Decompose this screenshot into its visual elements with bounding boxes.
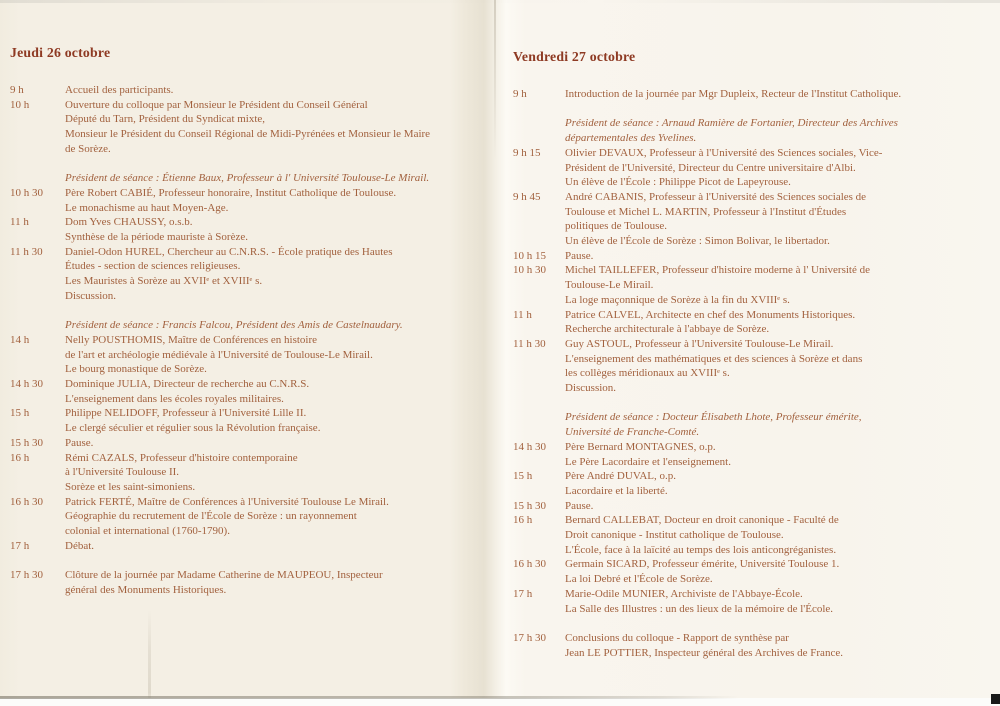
schedule-row — [513, 337, 973, 396]
event-description — [565, 440, 973, 469]
event-description — [65, 215, 482, 244]
time-label: 9 h — [513, 88, 527, 100]
event-description — [565, 308, 973, 337]
event-text-line: Patrice CALVEL, Architecte en chef des Monuments Historiques. — [565, 308, 856, 321]
event-text-line: Ouverture du colloque par Monsieur le Président du Conseil Général — [65, 98, 368, 111]
event-text-line: Le bourg monastique de Sorèze. — [65, 363, 207, 376]
event-description — [565, 249, 973, 264]
session-chair-row — [10, 171, 482, 186]
event-text-line: Études - section de sciences religieuses. — [65, 260, 241, 273]
event-text-line: général des Monuments Historiques. — [65, 583, 227, 596]
event-text-line: départementales des Yvelines. — [565, 132, 697, 145]
schedule-row — [513, 587, 973, 616]
time-label: 14 h 30 — [513, 440, 546, 453]
scan-top-edge — [0, 0, 1000, 3]
event-text-line: Géographie du recrutement de l'École de Sorèze : un rayonnement — [65, 510, 357, 523]
time-label: 16 h 30 — [513, 558, 546, 571]
event-text-line: Nelly POUSTHOMIS, Maître de Conférences en histoire — [65, 333, 318, 346]
time-label: 16 h — [10, 451, 30, 464]
time-label: 15 h 30 — [513, 499, 546, 512]
event-description — [565, 116, 973, 145]
time-label: 15 h — [513, 470, 533, 483]
event-text-line: Président de séance : Docteur Élisabeth Lhote, Professeur émérite, — [565, 411, 862, 424]
section-gap — [10, 157, 482, 172]
event-text-line: Lacordaire et la liberté. — [565, 484, 668, 497]
time-label: 10 h 30 — [10, 186, 43, 199]
event-text-line: Un élève de l'École : Philippe Picot de Lapeyrouse. — [565, 176, 791, 189]
event-text-line: Un élève de l'École de Sorèze : Simon Bolivar, le libertador. — [565, 235, 830, 248]
event-description — [65, 171, 482, 186]
event-description — [65, 333, 482, 377]
event-text-line: Germain SICARD, Professeur émérite, Université Toulouse 1. — [565, 558, 840, 571]
schedule-row — [513, 513, 973, 557]
schedule-row — [513, 499, 973, 514]
event-text-line: Université de Franche-Comté. — [565, 426, 700, 439]
event-text-line: Père André DUVAL, o.p. — [565, 470, 677, 483]
event-text-line: La Salle des Illustres : un des lieux de la mémoire de l'École. — [565, 602, 834, 615]
section-gap — [513, 616, 973, 631]
event-text-line: Sorèze et les saint-simoniens. — [65, 480, 196, 493]
session-chair-row — [10, 318, 482, 333]
time-label: 17 h — [10, 539, 30, 552]
event-text-line: L'enseignement dans les écoles royales militaires. — [65, 392, 284, 405]
schedule-row — [513, 263, 973, 307]
event-text-line: Olivier DEVAUX, Professeur à l'Université des Sciences sociales, Vice- — [565, 146, 883, 159]
time-label: 17 h — [513, 587, 533, 600]
event-text-line: Président de l'Université, Directeur du Centre universitaire d'Albi. — [565, 161, 856, 174]
event-description — [65, 568, 482, 597]
schedule-row — [10, 333, 482, 377]
schedule-row — [10, 406, 482, 435]
event-description — [565, 587, 973, 616]
event-description — [65, 318, 482, 333]
event-text-line: Le Père Lacordaire et l'enseignement. — [565, 455, 731, 468]
day-heading-thursday: Jeudi 26 octobre — [10, 45, 111, 60]
page-bottom-edge-shadow — [0, 696, 1000, 699]
time-label: 11 h — [10, 216, 29, 229]
event-description — [65, 186, 482, 215]
event-text-line: Marie-Odile MUNIER, Archiviste de l'Abbaye-École. — [565, 587, 803, 600]
time-label: 11 h 30 — [513, 337, 546, 350]
schedule-row — [513, 469, 973, 498]
event-description — [565, 263, 973, 307]
event-text-line: Dom Yves CHAUSSY, o.s.b. — [65, 216, 193, 229]
time-label: 10 h — [10, 98, 30, 111]
time-label: 14 h — [10, 333, 30, 346]
event-text-line: Père Bernard MONTAGNES, o.p. — [565, 440, 716, 453]
time-label: 9 h — [10, 84, 24, 96]
programme-day-thursday — [10, 45, 482, 598]
event-text-line: L'enseignement des mathématiques et des sciences à Sorèze et dans — [565, 352, 863, 365]
event-text-line: Pause. — [565, 499, 594, 512]
event-text-line: Débat. — [65, 539, 95, 552]
event-text-line: Les Mauristes à Sorèze au XVIIᵉ et XVIIIᵉ s. — [65, 275, 263, 288]
event-description — [65, 495, 482, 539]
event-text-line: Discussion. — [565, 382, 617, 395]
schedule-row — [513, 631, 973, 660]
event-text-line: Daniel-Odon HUREL, Chercheur au C.N.R.S. - École pratique des Hautes — [65, 245, 393, 258]
event-text-line: Pause. — [65, 436, 94, 449]
event-text-line: à l'Université Toulouse II. — [65, 466, 180, 479]
event-text-line: colonial et international (1760-1790). — [65, 525, 230, 538]
event-text-line: Président de séance : Arnaud Ramière de Fortanier, Directeur des Archives — [565, 117, 898, 130]
event-description — [565, 499, 973, 514]
event-text-line: Le monachisme au haut Moyen-Age. — [65, 201, 229, 214]
event-description — [565, 87, 973, 102]
event-text-line: Patrick FERTÉ, Maître de Conférences à l'Université Toulouse Le Mirail. — [65, 495, 389, 508]
schedule-row — [10, 83, 482, 98]
section-gap — [10, 304, 482, 319]
schedule-row — [513, 440, 973, 469]
event-text-line: de l'art et archéologie médiévale à l'Université de Toulouse-Le Mirail. — [65, 348, 373, 361]
event-text-line: Synthèse de la période mauriste à Sorèze. — [65, 231, 248, 244]
event-text-line: L'École, face à la laïcité au temps des lois anticongréganistes. — [565, 543, 837, 556]
event-text-line: La loge maçonnique de Sorèze à la fin du XVIIIᵉ s. — [565, 293, 790, 306]
event-text-line: Rémi CAZALS, Professeur d'histoire contemporaine — [65, 451, 298, 464]
event-text-line: Droit canonique - Institut catholique de Toulouse. — [565, 529, 784, 542]
time-label: 11 h 30 — [10, 245, 43, 258]
paper-fold-crease — [494, 0, 496, 160]
event-description — [565, 146, 973, 190]
event-text-line: Pause. — [565, 249, 594, 262]
time-label: 9 h 45 — [513, 190, 541, 203]
time-label: 10 h 30 — [513, 264, 546, 277]
time-label: 17 h 30 — [513, 631, 546, 644]
event-description — [65, 377, 482, 406]
programme-day-friday — [513, 49, 973, 660]
event-description — [565, 469, 973, 498]
time-label: 15 h 30 — [10, 436, 43, 449]
schedule-row — [10, 451, 482, 495]
schedule-row — [513, 557, 973, 586]
event-description — [565, 337, 973, 396]
time-label: 11 h — [513, 308, 532, 321]
event-text-line: Conclusions du colloque - Rapport de synthèse par — [565, 631, 789, 644]
event-text-line: Monsieur le Président du Conseil Régional de Midi-Pyrénées et Monsieur le Maire — [65, 128, 431, 141]
event-description — [65, 98, 482, 157]
event-description — [65, 539, 482, 554]
schedule-friday — [513, 87, 973, 660]
schedule-row — [10, 215, 482, 244]
event-text-line: Accueil des participants. — [65, 84, 174, 96]
event-text-line: Jean LE POTTIER, Inspecteur général des Archives de France. — [565, 646, 843, 659]
event-description — [65, 245, 482, 304]
session-chair-row — [513, 116, 973, 145]
section-gap — [513, 102, 973, 117]
event-text-line: La loi Debré et l'École de Sorèze. — [565, 573, 713, 586]
event-description — [565, 557, 973, 586]
event-text-line: de Sorèze. — [65, 142, 111, 155]
time-label: 16 h — [513, 514, 533, 527]
schedule-thursday — [10, 83, 482, 598]
event-description — [565, 513, 973, 557]
scanner-corner-mark — [991, 694, 1000, 704]
event-text-line: Guy ASTOUL, Professeur à l'Université Toulouse-Le Mirail. — [565, 337, 834, 350]
event-text-line: Toulouse-Le Mirail. — [565, 279, 654, 292]
event-description — [65, 406, 482, 435]
section-gap — [10, 553, 482, 568]
event-text-line: Clôture de la journée par Madame Catherine de MAUPEOU, Inspecteur — [65, 569, 383, 582]
schedule-row — [10, 495, 482, 539]
session-chair-row — [513, 410, 973, 439]
schedule-row — [513, 308, 973, 337]
schedule-row — [10, 568, 482, 597]
time-label: 10 h 15 — [513, 249, 546, 262]
event-description — [565, 410, 973, 439]
schedule-row — [10, 245, 482, 304]
schedule-row — [513, 146, 973, 190]
event-text-line: Dominique JULIA, Directeur de recherche au C.N.R.S. — [65, 378, 310, 391]
event-description — [65, 83, 482, 98]
schedule-row — [513, 249, 973, 264]
event-text-line: Toulouse et Michel L. MARTIN, Professeur à l'Institut d'Études — [565, 205, 847, 218]
event-text-line: Président de séance : Étienne Baux, Professeur à l' Université Toulouse-Le Mirail. — [65, 172, 430, 185]
event-text-line: Bernard CALLEBAT, Docteur en droit canonique - Faculté de — [565, 514, 839, 527]
schedule-row — [10, 186, 482, 215]
schedule-row — [10, 539, 482, 554]
event-text-line: Michel TAILLEFER, Professeur d'histoire moderne à l' Université de — [565, 264, 871, 277]
time-label: 17 h 30 — [10, 569, 43, 582]
event-description — [65, 436, 482, 451]
event-text-line: Député du Tarn, Président du Syndicat mixte, — [65, 113, 266, 126]
event-description — [565, 190, 973, 249]
event-text-line: Père Robert CABIÉ, Professeur honoraire, Institut Catholique de Toulouse. — [65, 186, 397, 199]
schedule-row — [10, 436, 482, 451]
paper-crease-left — [148, 610, 151, 702]
event-text-line: les collèges méridionaux au XVIIIᵉ s. — [565, 367, 730, 380]
event-text-line: Philippe NELIDOFF, Professeur à l'Université Lille II. — [65, 407, 307, 420]
event-text-line: Président de séance : Francis Falcou, Président des Amis de Castelnaudary. — [65, 319, 403, 332]
schedule-row — [513, 190, 973, 249]
event-description — [565, 631, 973, 660]
schedule-row — [10, 377, 482, 406]
event-text-line: Introduction de la journée par Mgr Dupleix, Recteur de l'Institut Catholique. — [565, 88, 902, 100]
time-label: 15 h — [10, 407, 30, 420]
event-description — [65, 451, 482, 495]
event-text-line: Discussion. — [65, 289, 117, 302]
event-text-line: politiques de Toulouse. — [565, 220, 667, 233]
time-label: 9 h 15 — [513, 146, 541, 159]
time-label: 16 h 30 — [10, 495, 43, 508]
section-gap — [513, 396, 973, 411]
schedule-row — [513, 87, 973, 102]
event-text-line: André CABANIS, Professeur à l'Université des Sciences sociales de — [565, 190, 867, 203]
day-heading-friday: Vendredi 27 octobre — [513, 49, 636, 64]
time-label: 14 h 30 — [10, 378, 43, 391]
scan-bottom-background — [0, 698, 1000, 706]
event-text-line: Recherche architecturale à l'abbaye de Sorèze. — [565, 323, 770, 336]
event-text-line: Le clergé séculier et régulier sous la Révolution française. — [65, 422, 321, 435]
schedule-row — [10, 98, 482, 157]
